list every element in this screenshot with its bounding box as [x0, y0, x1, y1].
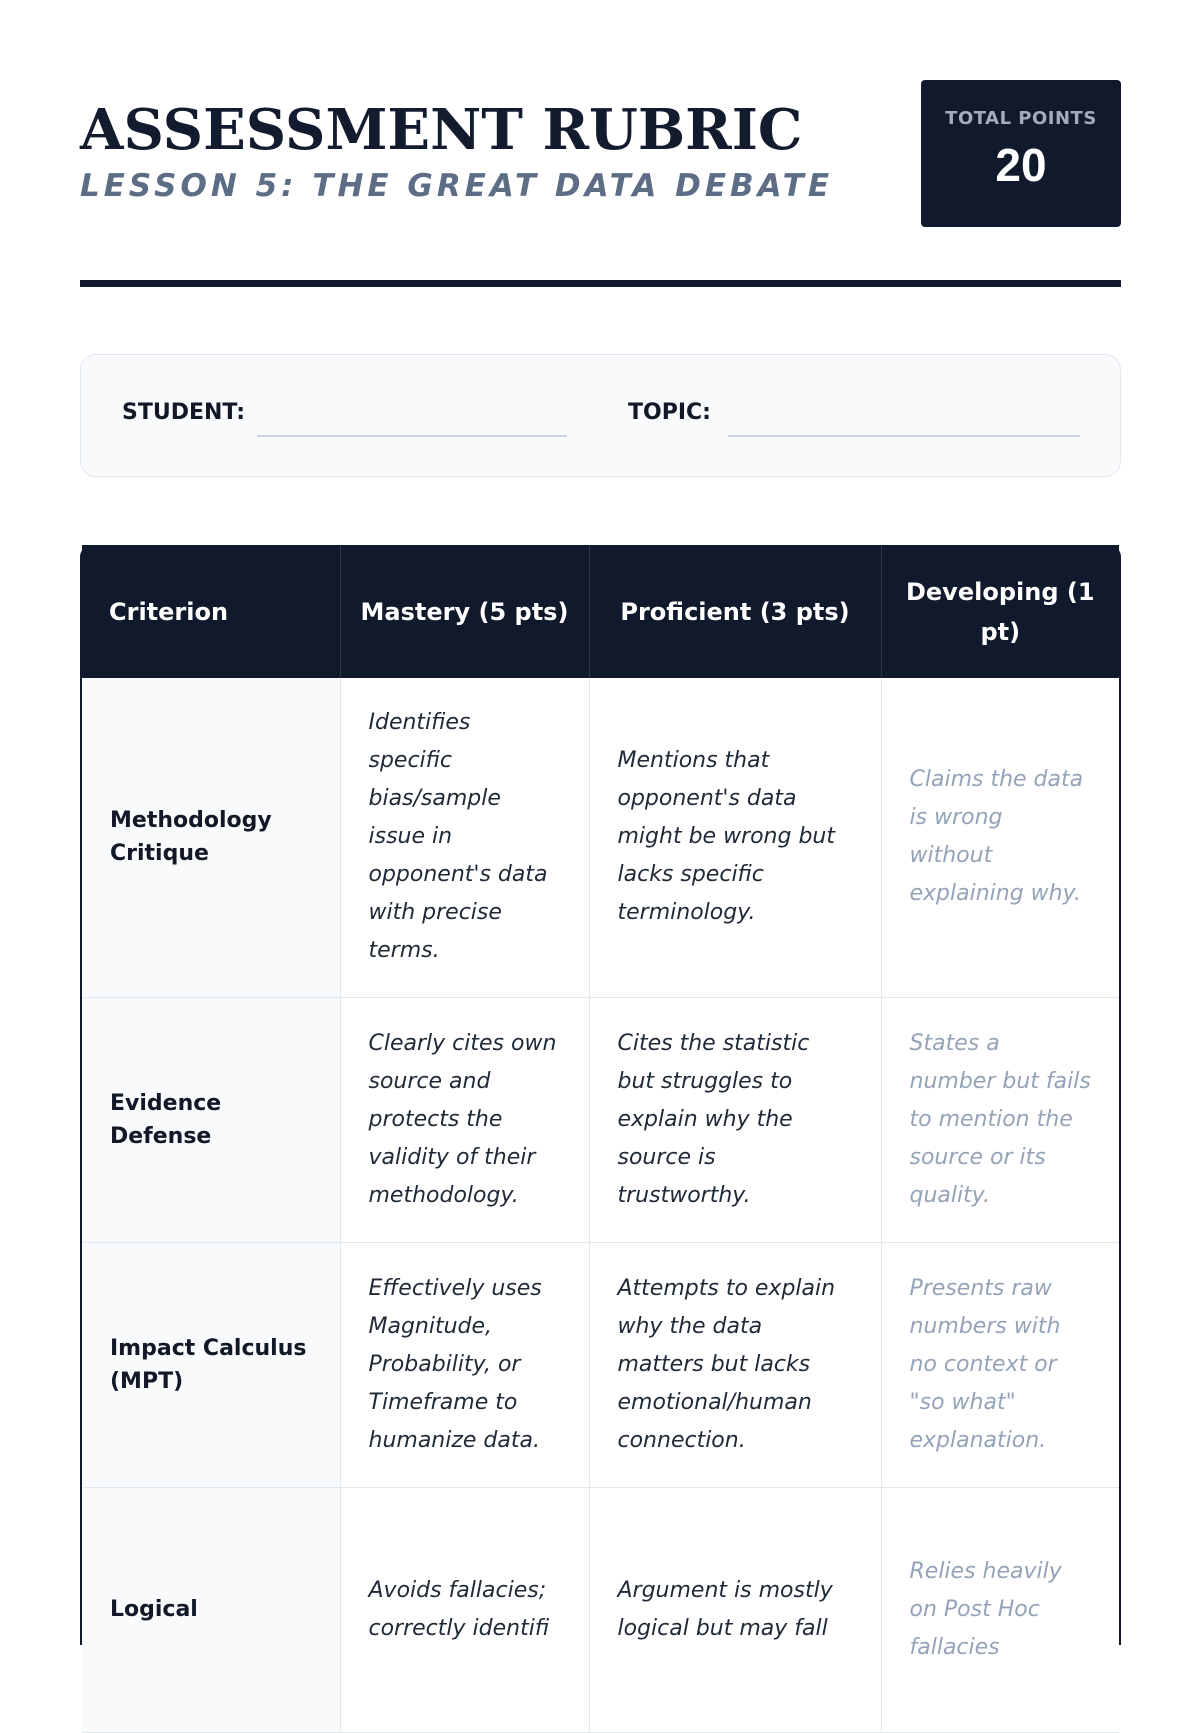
student-label: STUDENT: — [122, 400, 246, 425]
header-criterion: Criterion — [82, 545, 340, 678]
mastery-cell: Identifies specific bias/sample issue in opponent's data with precise terms. — [340, 678, 589, 997]
proficient-cell: Cites the statistic but struggles to explain why the source is trustworthy. — [589, 997, 881, 1242]
developing-cell: Claims the data is wrong without explaining why. — [881, 678, 1119, 997]
table-row — [82, 1487, 1119, 1732]
proficient-cell: Mentions that opponent's data might be wrong but lacks specific terminology. — [589, 678, 881, 997]
table-row — [82, 1242, 1119, 1487]
rubric-table — [80, 545, 1121, 1660]
table-row — [82, 678, 1119, 997]
header-divider — [80, 280, 1121, 287]
total-points-value: 20 — [995, 139, 1047, 191]
proficient-cell: Attempts to explain why the data matters but lacks emotional/human connection. — [589, 1242, 881, 1487]
total-points-badge — [921, 80, 1121, 227]
total-points-label: TOTAL POINTS — [945, 108, 1097, 129]
criterion-cell: Evidence Defense — [82, 997, 340, 1242]
header-developing: Developing (1 pt) — [881, 545, 1119, 678]
table-row — [82, 997, 1119, 1242]
developing-cell: States a number but fails to mention the source or its quality. — [881, 997, 1119, 1242]
page-title: ASSESSMENT RUBRIC — [80, 97, 803, 163]
criterion-cell: Methodology Critique — [82, 678, 340, 997]
proficient-cell: Argument is mostly logical but may fall — [589, 1487, 881, 1732]
mastery-cell: Effectively uses Magnitude, Probability, or Timeframe to humanize data. — [340, 1242, 589, 1487]
header-proficient: Proficient (3 pts) — [589, 545, 881, 678]
rubric-header-row — [82, 545, 1119, 678]
mastery-cell: Clearly cites own source and protects the validity of their methodology. — [340, 997, 589, 1242]
student-info-panel — [80, 354, 1121, 477]
mastery-cell: Avoids fallacies; correctly identifi — [340, 1487, 589, 1732]
page-subtitle: LESSON 5: THE GREAT DATA DEBATE — [80, 168, 834, 204]
header — [80, 80, 1121, 230]
developing-cell: Presents raw numbers with no context or "so what" explanation. — [881, 1242, 1119, 1487]
criterion-cell: Impact Calculus (MPT) — [82, 1242, 340, 1487]
topic-field[interactable] — [728, 435, 1080, 437]
student-field[interactable] — [257, 435, 567, 437]
developing-cell: Relies heavily on Post Hoc fallacies — [881, 1487, 1119, 1732]
topic-label: TOPIC: — [628, 400, 711, 425]
header-mastery: Mastery (5 pts) — [340, 545, 589, 678]
criterion-cell: Logical — [82, 1487, 340, 1732]
